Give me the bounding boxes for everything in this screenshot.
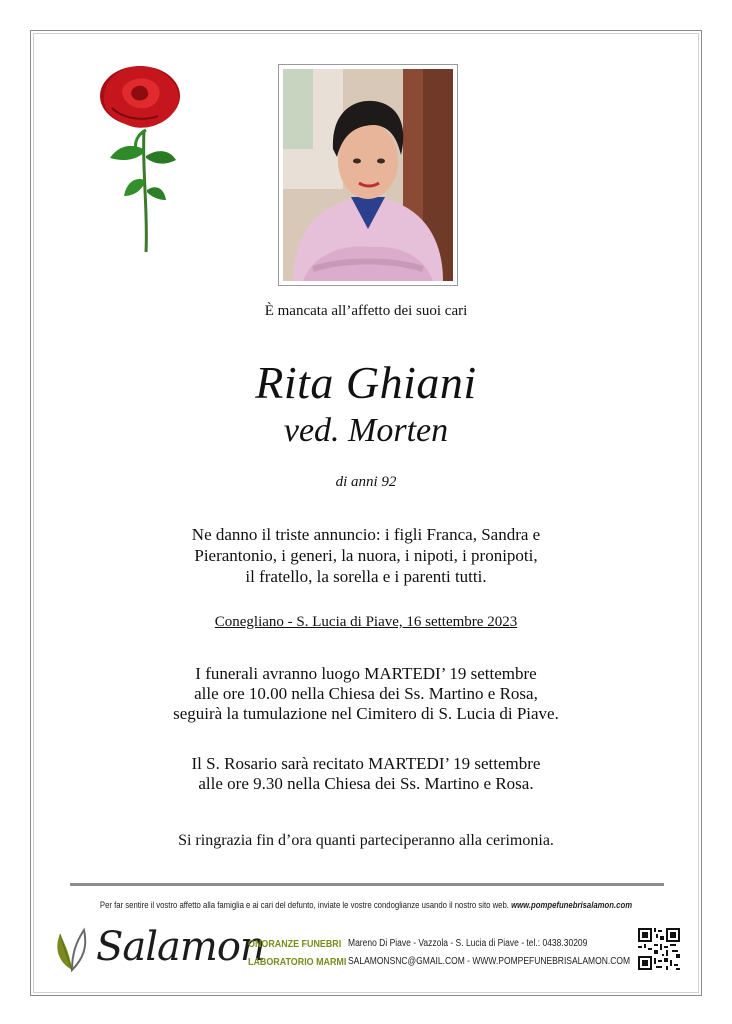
thanks-text: Si ringrazia fin d’ora quanti parteciperanno alla cerimonia.	[178, 832, 554, 849]
funeral-line: seguirà la tumulazione nel Cimitero di S. Lucia di Piave.	[173, 704, 559, 723]
deceased-name: Rita Ghiani	[255, 357, 477, 408]
divider	[70, 883, 664, 886]
funeral-line: I funerali avranno luogo MARTEDI’ 19 settembre	[195, 664, 537, 683]
funeral-paragraph	[30, 664, 702, 724]
rosary-paragraph	[30, 754, 702, 794]
red-rose-icon	[92, 60, 192, 256]
rosary-line: Il S. Rosario sarà recitato MARTEDI’ 19 settembre	[191, 754, 541, 773]
announcement-line: Pierantonio, i generi, la nuora, i nipoti, i pronipoti,	[194, 546, 538, 565]
portrait-frame	[278, 64, 458, 286]
contact-address-phone: Mareno Di Piave - Vazzola - S. Lucia di Piave - tel.: 0438.30209	[348, 938, 588, 949]
portrait-photo	[283, 69, 453, 281]
condolence-site-link[interactable]: www.pompefunebrisalamon.com	[511, 900, 633, 910]
announcement-line: il fratello, la sorella e i parenti tutti.	[245, 567, 487, 586]
brand-line-funeral: ONORANZE FUNEBRI	[248, 938, 342, 950]
brand-line-marble: LABORATORIO MARMI	[248, 956, 347, 968]
condolence-note	[77, 900, 655, 910]
logo-wordmark: Salamon	[96, 924, 265, 970]
age-text: di anni 92	[335, 474, 397, 490]
footer	[50, 922, 680, 980]
condolence-text: Per far sentire il vostro affetto alla famiglia e ai cari del defunto, inviate le vostre condoglianze usando il nostro sito web.	[99, 900, 509, 910]
rosary-line: alle ore 9.30 nella Chiesa dei Ss. Martino e Rosa.	[198, 774, 534, 793]
funeral-line: alle ore 10.00 nella Chiesa dei Ss. Martino e Rosa,	[194, 684, 538, 703]
contact-email-web[interactable]: SALAMONSNC@GMAIL.COM - WWW.POMPEFUNEBRISALAMON.COM	[348, 956, 631, 967]
married-name: ved. Morten	[283, 412, 449, 449]
qr-code-icon[interactable]	[638, 928, 680, 970]
place-date	[30, 614, 702, 631]
announcement-line: Ne danno il triste annuncio: i figli Franca, Sandra e	[191, 525, 541, 544]
place-date-text: Conegliano - S. Lucia di Piave, 16 settembre 2023	[214, 614, 518, 630]
intro-text: È mancata all’affetto dei suoi cari	[264, 303, 468, 319]
announcement-paragraph	[30, 524, 702, 587]
leaf-logo-icon	[52, 926, 92, 972]
